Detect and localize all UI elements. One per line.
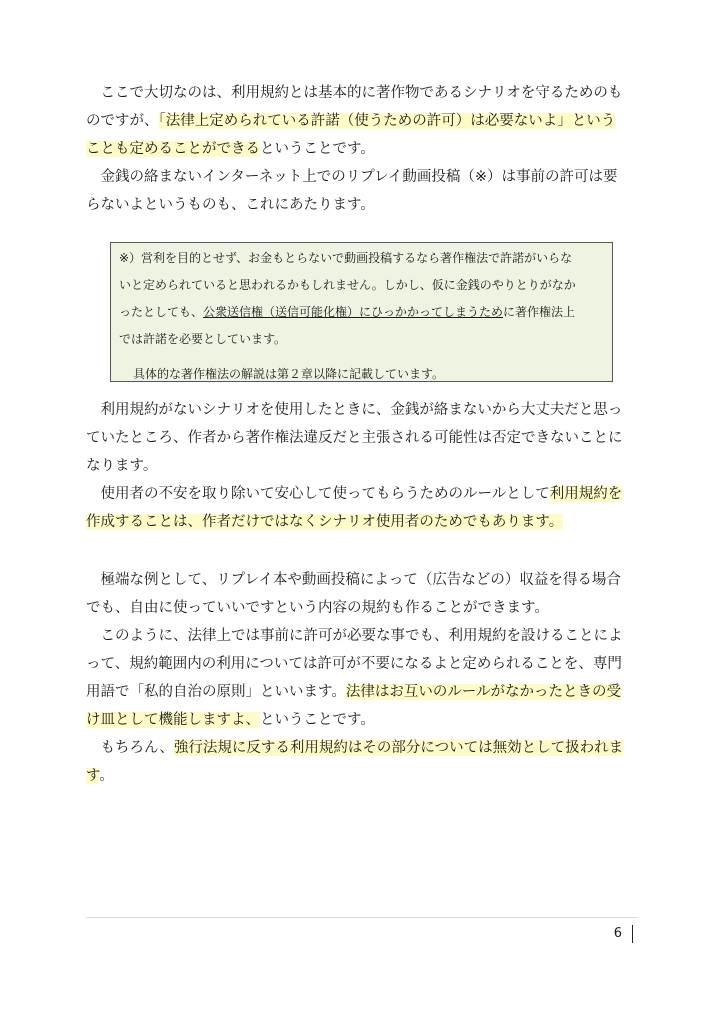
- text-segment: ていたところ、作者から著作権法違反だと主張される可能性は否定できないことに: [86, 430, 623, 446]
- text-line: [86, 762, 646, 790]
- text-line: [119, 272, 606, 299]
- text-line: [86, 734, 646, 762]
- footer-divider: [86, 917, 638, 918]
- highlighted-text: 「法律上定められている許諾（使うための許可）は必要ないよ」という: [158, 113, 616, 129]
- text-segment: では許諾を必要としています。: [119, 332, 287, 346]
- text-segment: 使用者の不安を取り除いて安心して使ってもらうためのルールとして: [86, 486, 550, 502]
- text-segment: ということです。: [260, 712, 375, 728]
- text-line: [86, 594, 646, 622]
- text-line: [86, 135, 646, 163]
- text-line: [86, 424, 646, 452]
- text-line: [86, 191, 646, 219]
- text-segment: 。: [99, 768, 114, 784]
- text-segment: 極端な例として、リプレイ本や動画投稿によって（広告などの）収益を得る場合: [86, 572, 621, 588]
- highlighted-text: 作成することは、作者だけではなくシナリオ使用者のためでもあります。: [86, 514, 564, 530]
- text-segment: ということです。: [260, 141, 375, 157]
- footnote-reference: 具体的な著作権法の解説は第２章以降に記載しています。: [133, 367, 445, 381]
- text-segment: 金銭の絡まないインターネット上でのリプレイ動画投稿（※）は事前の許可は要: [86, 169, 618, 185]
- text-segment: って、規約範囲内の利用については許可が不要になるよと定められることを、専門: [86, 656, 622, 672]
- body-paragraph-autonomy: [86, 566, 646, 790]
- text-segment: ったとしても、: [119, 305, 204, 319]
- highlighted-text: 法律はお互いのルールがなかったときの受: [345, 684, 622, 700]
- highlighted-text: す: [86, 768, 100, 784]
- text-segment: に著作権法上: [503, 305, 576, 319]
- underlined-text: 公衆送信権（送信可能化権）にひっかかってしまうため: [203, 305, 504, 319]
- text-line: [86, 566, 646, 594]
- page-number: 6: [613, 926, 622, 941]
- footnote-box: [110, 242, 613, 382]
- text-line: [86, 452, 646, 480]
- text-line: [86, 650, 646, 678]
- page-number-bar: [632, 925, 633, 943]
- highlighted-text: け皿として機能しますよ、: [86, 712, 260, 728]
- body-paragraph-risk: [86, 396, 646, 536]
- text-segment: もちろん、: [86, 740, 174, 756]
- text-segment: ここで大切なのは、利用規約とは基本的に著作物であるシナリオを守るためのも: [86, 85, 623, 101]
- text-line: [86, 79, 646, 107]
- text-line: [86, 622, 646, 650]
- text-line: [119, 299, 606, 326]
- body-paragraph-intro: [86, 79, 646, 219]
- highlighted-text: 強行法規に反する利用規約はその部分については無効として扱われま: [173, 740, 624, 756]
- text-segment: ※）営利を目的とせず、お金もとらないで動画投稿するなら著作権法で許諾がいらな: [119, 251, 573, 265]
- text-line: [86, 396, 646, 424]
- highlighted-text: 利用規約を: [549, 486, 623, 502]
- text-segment: いと定められていると思われるかもしれません。しかし、仮に金銭のやりとりがなか: [119, 278, 576, 292]
- text-segment: 用語で「私的自治の原則」といいます。: [86, 684, 346, 700]
- text-segment: このように、法律上では事前に許可が必要な事でも、利用規約を設けることによ: [86, 628, 623, 644]
- text-line: [86, 107, 646, 135]
- text-line: [86, 706, 646, 734]
- text-line: [86, 163, 646, 191]
- footnote-text: [119, 245, 606, 353]
- text-line: [86, 678, 646, 706]
- text-segment: なります。: [86, 458, 158, 474]
- text-segment: でも、自由に使っていいですという内容の規約も作ることができます。: [86, 600, 549, 616]
- text-segment: らないよというものも、これにあたります。: [86, 197, 375, 213]
- text-line: [86, 508, 646, 536]
- text-line: [86, 480, 646, 508]
- text-segment: 利用規約がないシナリオを使用したときに、金銭が絡まないから大丈夫だと思っ: [86, 402, 623, 418]
- text-line: [119, 326, 606, 353]
- text-line: [119, 245, 606, 272]
- text-segment: のですが、: [86, 113, 159, 129]
- highlighted-text: ことも定めることができる: [86, 141, 260, 157]
